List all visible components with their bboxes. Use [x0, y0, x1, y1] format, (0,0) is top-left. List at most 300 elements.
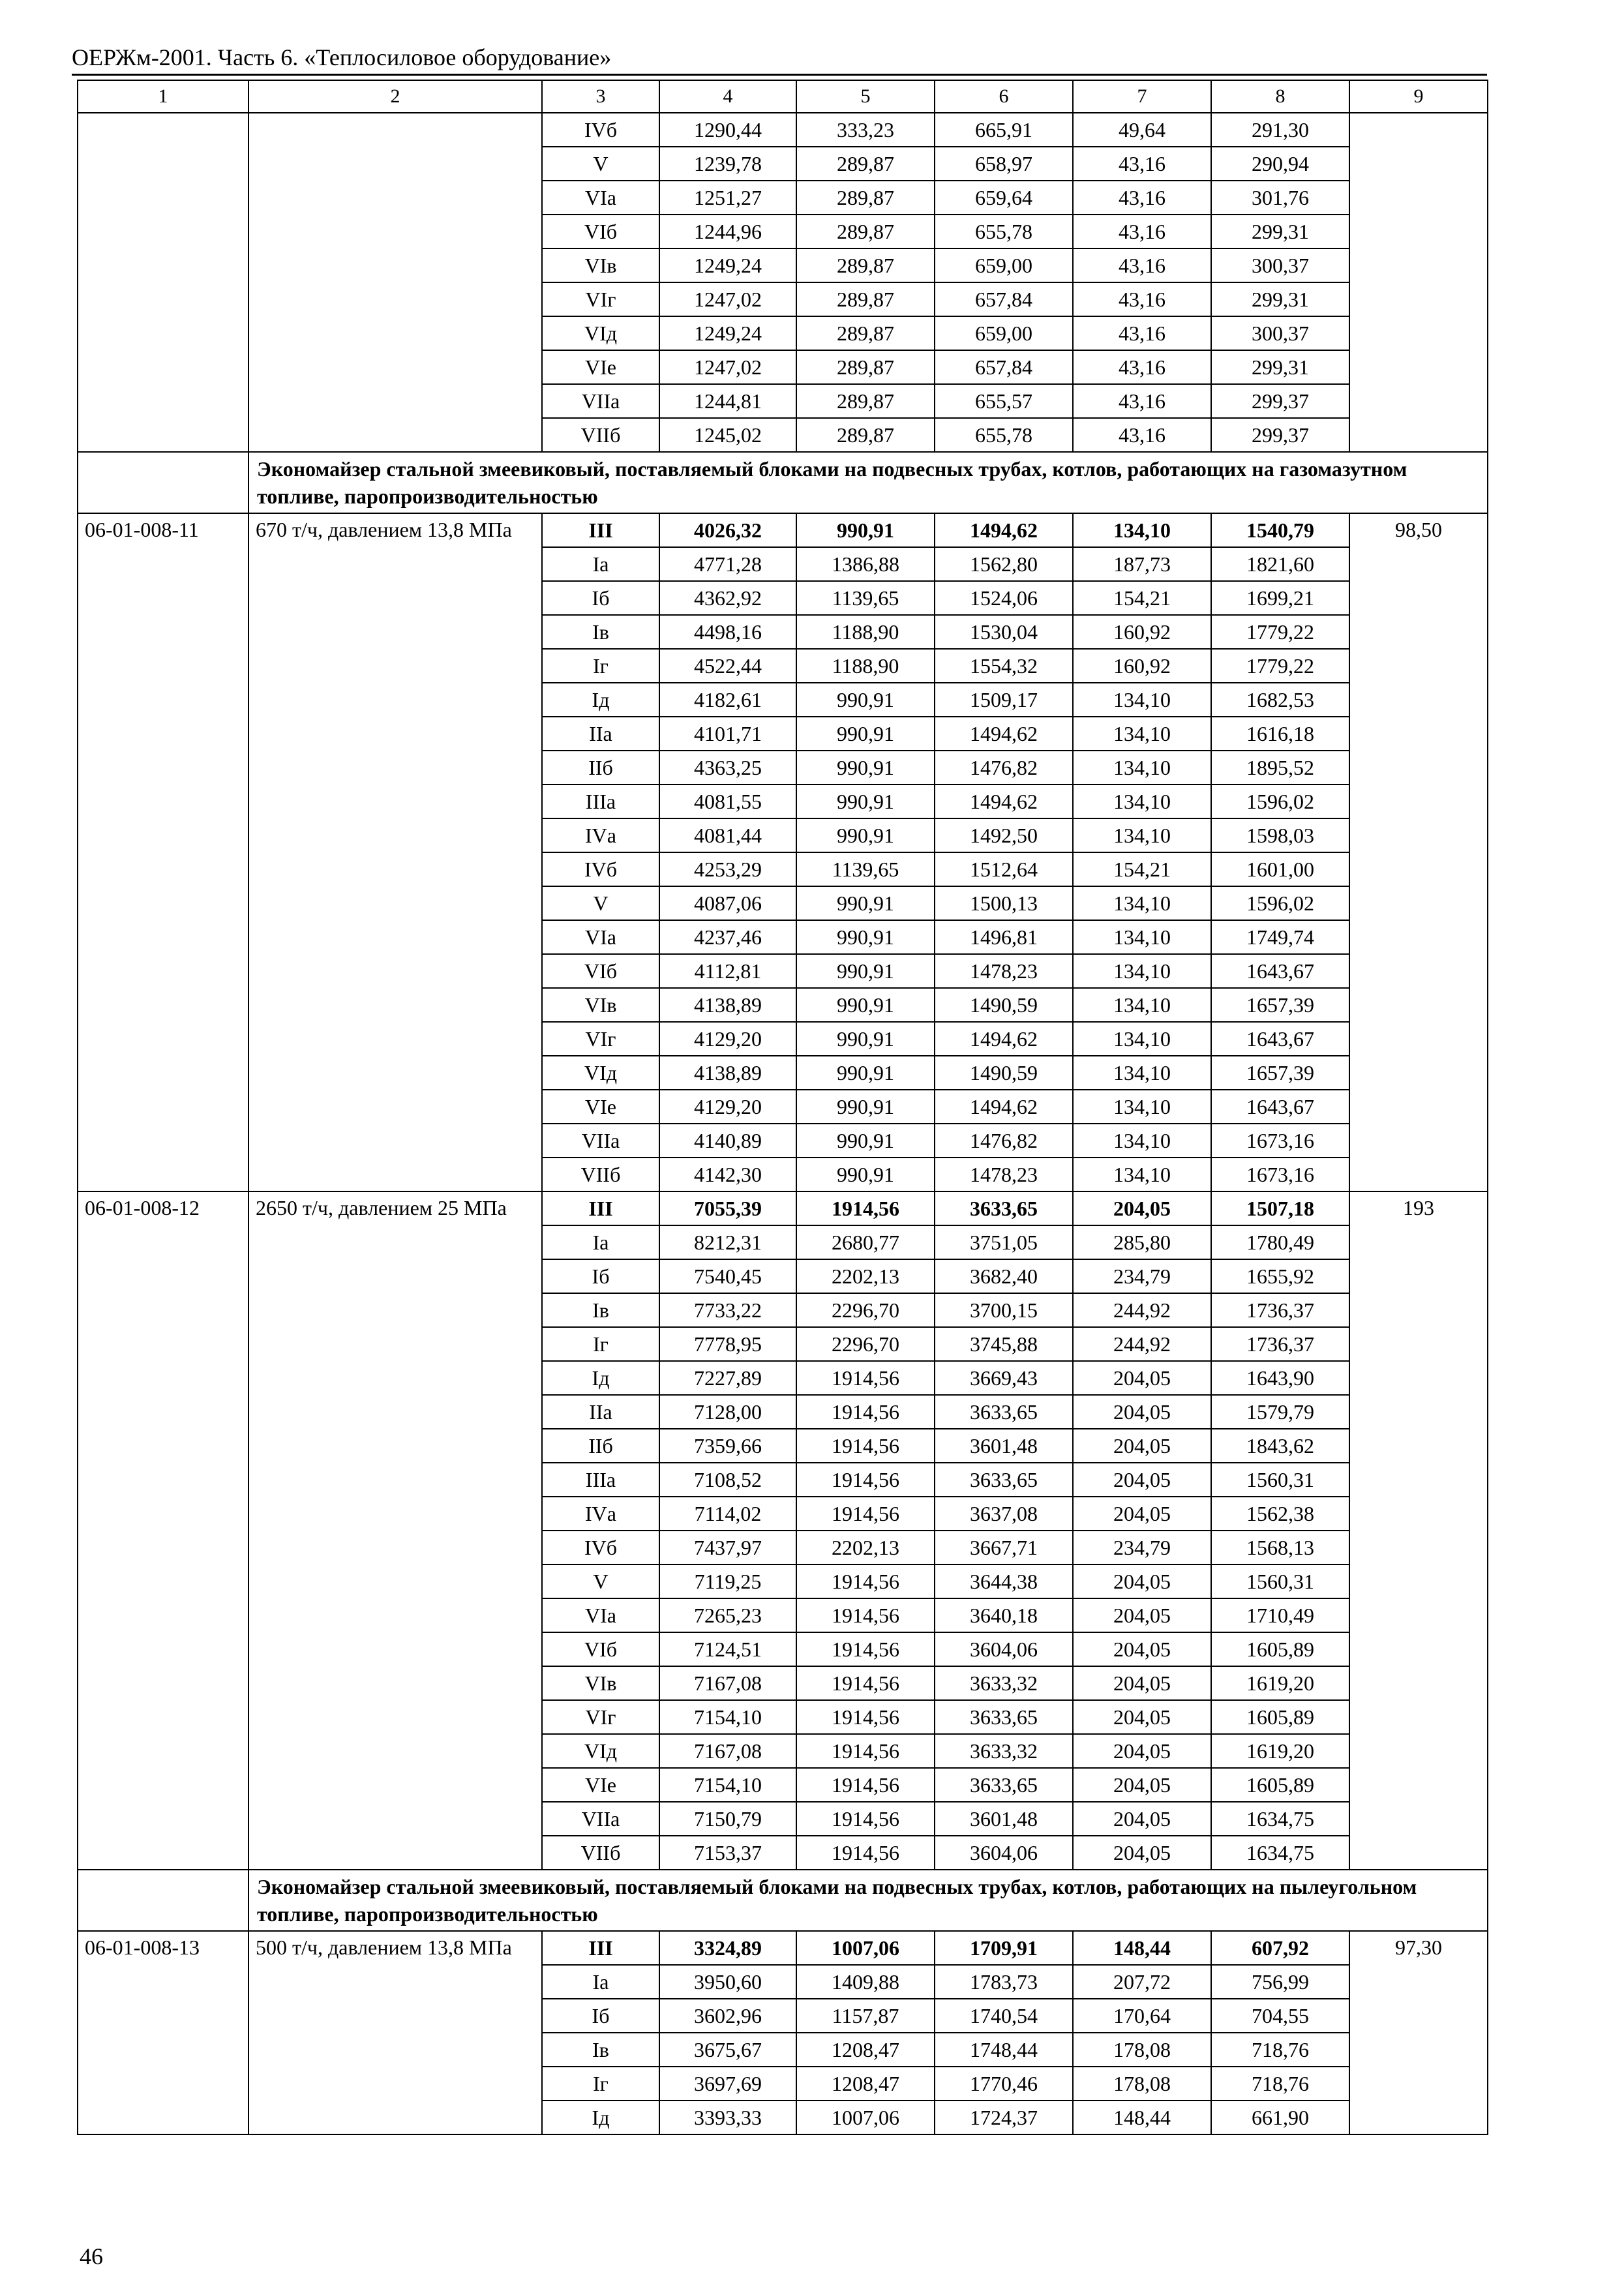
grade-cell: III — [542, 1931, 659, 1965]
value-cell: 659,00 — [935, 316, 1073, 350]
section-blank-cell — [78, 452, 248, 513]
value-cell: 1601,00 — [1211, 852, 1349, 886]
value-cell: 1568,13 — [1211, 1531, 1349, 1564]
column-9-value: 193 — [1349, 1191, 1488, 1870]
value-cell: 204,05 — [1073, 1191, 1211, 1225]
value-cell: 1643,67 — [1211, 954, 1349, 988]
value-cell: 160,92 — [1073, 615, 1211, 649]
grade-cell: V — [542, 886, 659, 920]
value-cell: 3697,69 — [659, 2067, 796, 2101]
value-cell: 234,79 — [1073, 1531, 1211, 1564]
grade-cell: VIв — [542, 248, 659, 282]
grade-cell: VIб — [542, 215, 659, 248]
value-cell: 4026,32 — [659, 513, 796, 547]
value-cell: 1157,87 — [796, 1999, 935, 2033]
value-cell: 1596,02 — [1211, 785, 1349, 818]
value-cell: 299,31 — [1211, 282, 1349, 316]
value-cell: 4142,30 — [659, 1158, 796, 1191]
value-cell: 1139,65 — [796, 581, 935, 615]
grade-cell: VIб — [542, 1632, 659, 1666]
grade-cell: Iг — [542, 649, 659, 683]
value-cell: 1007,06 — [796, 1931, 935, 1965]
value-cell: 234,79 — [1073, 1259, 1211, 1293]
value-cell: 204,05 — [1073, 1700, 1211, 1734]
value-cell: 657,84 — [935, 350, 1073, 384]
value-cell: 7540,45 — [659, 1259, 796, 1293]
grade-cell: Iа — [542, 1225, 659, 1259]
value-cell: 134,10 — [1073, 717, 1211, 751]
grade-cell: IIIа — [542, 785, 659, 818]
value-cell: 1562,38 — [1211, 1497, 1349, 1531]
value-cell: 204,05 — [1073, 1564, 1211, 1598]
grade-cell: Iб — [542, 581, 659, 615]
value-cell: 134,10 — [1073, 1022, 1211, 1056]
value-cell: 148,44 — [1073, 1931, 1211, 1965]
value-cell: 1496,81 — [935, 920, 1073, 954]
value-cell: 1634,75 — [1211, 1802, 1349, 1836]
value-cell: 1643,90 — [1211, 1361, 1349, 1395]
value-cell: 1490,59 — [935, 988, 1073, 1022]
value-cell: 3637,08 — [935, 1497, 1073, 1531]
value-cell: 1247,02 — [659, 282, 796, 316]
grade-cell: III — [542, 513, 659, 547]
grade-cell: VIа — [542, 181, 659, 215]
grade-cell: Iв — [542, 1293, 659, 1327]
value-cell: 2296,70 — [796, 1327, 935, 1361]
value-cell: 289,87 — [796, 282, 935, 316]
value-cell: 990,91 — [796, 818, 935, 852]
value-cell: 2680,77 — [796, 1225, 935, 1259]
value-cell: 1244,96 — [659, 215, 796, 248]
value-cell: 3675,67 — [659, 2033, 796, 2067]
value-cell: 43,16 — [1073, 215, 1211, 248]
value-cell: 4771,28 — [659, 547, 796, 581]
value-cell: 244,92 — [1073, 1327, 1211, 1361]
value-cell: 3604,06 — [935, 1836, 1073, 1870]
grade-cell: VIе — [542, 1768, 659, 1802]
value-cell: 4081,44 — [659, 818, 796, 852]
value-cell: 207,72 — [1073, 1965, 1211, 1999]
grade-cell: IVа — [542, 818, 659, 852]
value-cell: 1386,88 — [796, 547, 935, 581]
value-cell: 1244,81 — [659, 384, 796, 418]
value-cell: 7167,08 — [659, 1666, 796, 1700]
value-cell: 990,91 — [796, 1090, 935, 1124]
value-cell: 333,23 — [796, 113, 935, 147]
page-header-title: ОЕРЖм-2001. Часть 6. «Теплосиловое оборудование» — [72, 44, 612, 70]
value-cell: 289,87 — [796, 418, 935, 452]
value-cell: 1409,88 — [796, 1965, 935, 1999]
value-cell: 3604,06 — [935, 1632, 1073, 1666]
value-cell: 655,78 — [935, 418, 1073, 452]
rate-description: 500 т/ч, давлением 13,8 МПа — [248, 1931, 542, 2134]
value-cell: 134,10 — [1073, 683, 1211, 717]
value-cell: 154,21 — [1073, 852, 1211, 886]
value-cell: 134,10 — [1073, 785, 1211, 818]
column-number: 3 — [542, 80, 659, 113]
value-cell: 1490,59 — [935, 1056, 1073, 1090]
value-cell: 299,37 — [1211, 418, 1349, 452]
rates-table — [77, 80, 1488, 2135]
value-cell: 43,16 — [1073, 282, 1211, 316]
value-cell: 657,84 — [935, 282, 1073, 316]
rate-code: 06-01-008-13 — [78, 1931, 248, 2134]
value-cell: 289,87 — [796, 248, 935, 282]
column-number: 6 — [935, 80, 1073, 113]
value-cell: 1914,56 — [796, 1598, 935, 1632]
value-cell: 4101,71 — [659, 717, 796, 751]
value-cell: 3682,40 — [935, 1259, 1073, 1293]
value-cell: 990,91 — [796, 1158, 935, 1191]
value-cell: 1914,56 — [796, 1768, 935, 1802]
value-cell: 3324,89 — [659, 1931, 796, 1965]
value-cell: 148,44 — [1073, 2101, 1211, 2134]
table-row — [78, 513, 1488, 547]
value-cell: 4129,20 — [659, 1090, 796, 1124]
grade-cell: IVб — [542, 1531, 659, 1564]
value-cell: 3644,38 — [935, 1564, 1073, 1598]
value-cell: 1914,56 — [796, 1395, 935, 1429]
value-cell: 4138,89 — [659, 1056, 796, 1090]
grade-cell: Iд — [542, 683, 659, 717]
value-cell: 1736,37 — [1211, 1327, 1349, 1361]
value-cell: 8212,31 — [659, 1225, 796, 1259]
value-cell: 659,00 — [935, 248, 1073, 282]
grade-cell: VIг — [542, 282, 659, 316]
value-cell: 990,91 — [796, 988, 935, 1022]
value-cell: 4129,20 — [659, 1022, 796, 1056]
column-number: 8 — [1211, 80, 1349, 113]
value-cell: 661,90 — [1211, 2101, 1349, 2134]
value-cell: 1643,67 — [1211, 1022, 1349, 1056]
rate-description: 2650 т/ч, давлением 25 МПа — [248, 1191, 542, 1870]
grade-cell: VIв — [542, 1666, 659, 1700]
value-cell: 1914,56 — [796, 1564, 935, 1598]
value-cell: 1478,23 — [935, 954, 1073, 988]
value-cell: 1749,74 — [1211, 920, 1349, 954]
value-cell: 990,91 — [796, 920, 935, 954]
value-cell: 658,97 — [935, 147, 1073, 181]
value-cell: 1643,67 — [1211, 1090, 1349, 1124]
grade-cell: IVа — [542, 1497, 659, 1531]
value-cell: 289,87 — [796, 384, 935, 418]
value-cell: 1821,60 — [1211, 547, 1349, 581]
value-cell: 43,16 — [1073, 248, 1211, 282]
value-cell: 1914,56 — [796, 1700, 935, 1734]
value-cell: 990,91 — [796, 785, 935, 818]
value-cell: 1783,73 — [935, 1965, 1073, 1999]
value-cell: 990,91 — [796, 886, 935, 920]
value-cell: 134,10 — [1073, 988, 1211, 1022]
value-cell: 1843,62 — [1211, 1429, 1349, 1463]
value-cell: 1560,31 — [1211, 1564, 1349, 1598]
value-cell: 1562,80 — [935, 547, 1073, 581]
grade-cell: V — [542, 1564, 659, 1598]
value-cell: 1579,79 — [1211, 1395, 1349, 1429]
value-cell: 4498,16 — [659, 615, 796, 649]
value-cell: 3700,15 — [935, 1293, 1073, 1327]
value-cell: 154,21 — [1073, 581, 1211, 615]
value-cell: 1740,54 — [935, 1999, 1073, 2033]
value-cell: 1914,56 — [796, 1632, 935, 1666]
value-cell: 299,37 — [1211, 384, 1349, 418]
value-cell: 1673,16 — [1211, 1124, 1349, 1158]
value-cell: 1476,82 — [935, 751, 1073, 785]
value-cell: 659,64 — [935, 181, 1073, 215]
value-cell: 1682,53 — [1211, 683, 1349, 717]
value-cell: 7055,39 — [659, 1191, 796, 1225]
value-cell: 3601,48 — [935, 1802, 1073, 1836]
value-cell: 704,55 — [1211, 1999, 1349, 2033]
value-cell: 7153,37 — [659, 1836, 796, 1870]
value-cell: 1780,49 — [1211, 1225, 1349, 1259]
value-cell: 178,08 — [1073, 2067, 1211, 2101]
value-cell: 7150,79 — [659, 1802, 796, 1836]
grade-cell: Iа — [542, 1965, 659, 1999]
value-cell: 1554,32 — [935, 649, 1073, 683]
value-cell: 2202,13 — [796, 1259, 935, 1293]
value-cell: 990,91 — [796, 1022, 935, 1056]
grade-cell: Iг — [542, 2067, 659, 2101]
value-cell: 990,91 — [796, 1056, 935, 1090]
value-cell: 3393,33 — [659, 2101, 796, 2134]
grade-cell: Iд — [542, 1361, 659, 1395]
value-cell: 1494,62 — [935, 1022, 1073, 1056]
value-cell: 7167,08 — [659, 1734, 796, 1768]
value-cell: 291,30 — [1211, 113, 1349, 147]
value-cell: 7437,97 — [659, 1531, 796, 1564]
column-9-value: 97,30 — [1349, 1931, 1488, 2134]
grade-cell: VIIа — [542, 1124, 659, 1158]
value-cell: 756,99 — [1211, 1965, 1349, 1999]
grade-cell: VIв — [542, 988, 659, 1022]
section-blank-cell — [78, 1870, 248, 1931]
value-cell: 1188,90 — [796, 615, 935, 649]
column-9-value: 98,50 — [1349, 513, 1488, 1191]
value-cell: 7227,89 — [659, 1361, 796, 1395]
table-row — [78, 113, 1488, 147]
value-cell: 4182,61 — [659, 683, 796, 717]
value-cell: 204,05 — [1073, 1497, 1211, 1531]
value-cell: 134,10 — [1073, 818, 1211, 852]
value-cell: 4522,44 — [659, 649, 796, 683]
value-cell: 1476,82 — [935, 1124, 1073, 1158]
value-cell: 1914,56 — [796, 1497, 935, 1531]
value-cell: 204,05 — [1073, 1463, 1211, 1497]
table-row — [78, 1931, 1488, 1965]
value-cell: 1605,89 — [1211, 1632, 1349, 1666]
value-cell: 7733,22 — [659, 1293, 796, 1327]
value-cell: 204,05 — [1073, 1598, 1211, 1632]
value-cell: 204,05 — [1073, 1632, 1211, 1666]
value-cell: 4237,46 — [659, 920, 796, 954]
grade-cell: VIд — [542, 316, 659, 350]
value-cell: 7359,66 — [659, 1429, 796, 1463]
value-cell: 187,73 — [1073, 547, 1211, 581]
value-cell: 134,10 — [1073, 1124, 1211, 1158]
value-cell: 1605,89 — [1211, 1700, 1349, 1734]
value-cell: 289,87 — [796, 147, 935, 181]
section-heading-row — [78, 1870, 1488, 1931]
value-cell: 299,31 — [1211, 350, 1349, 384]
value-cell: 1007,06 — [796, 2101, 935, 2134]
value-cell: 204,05 — [1073, 1836, 1211, 1870]
value-cell: 1208,47 — [796, 2033, 935, 2067]
grade-cell: IIIа — [542, 1463, 659, 1497]
value-cell: 1500,13 — [935, 886, 1073, 920]
value-cell: 1724,37 — [935, 2101, 1073, 2134]
value-cell: 3950,60 — [659, 1965, 796, 1999]
grade-cell: VIIб — [542, 1158, 659, 1191]
value-cell: 244,92 — [1073, 1293, 1211, 1327]
grade-cell: VIе — [542, 1090, 659, 1124]
column-number: 1 — [78, 80, 248, 113]
value-cell: 204,05 — [1073, 1734, 1211, 1768]
value-cell: 134,10 — [1073, 920, 1211, 954]
value-cell: 1247,02 — [659, 350, 796, 384]
value-cell: 134,10 — [1073, 1090, 1211, 1124]
value-cell: 1478,23 — [935, 1158, 1073, 1191]
value-cell: 1560,31 — [1211, 1463, 1349, 1497]
value-cell: 160,92 — [1073, 649, 1211, 683]
grade-cell: Iв — [542, 615, 659, 649]
grade-cell: III — [542, 1191, 659, 1225]
value-cell: 718,76 — [1211, 2033, 1349, 2067]
value-cell: 1598,03 — [1211, 818, 1349, 852]
value-cell: 4363,25 — [659, 751, 796, 785]
grade-cell: V — [542, 147, 659, 181]
grade-cell: Iб — [542, 1999, 659, 2033]
value-cell: 1530,04 — [935, 615, 1073, 649]
value-cell: 301,76 — [1211, 181, 1349, 215]
grade-cell: VIа — [542, 920, 659, 954]
grade-cell: VIа — [542, 1598, 659, 1632]
grade-cell: IVб — [542, 852, 659, 886]
value-cell: 1245,02 — [659, 418, 796, 452]
value-cell: 204,05 — [1073, 1802, 1211, 1836]
value-cell: 43,16 — [1073, 181, 1211, 215]
value-cell: 134,10 — [1073, 1158, 1211, 1191]
value-cell: 134,10 — [1073, 954, 1211, 988]
header-divider — [72, 74, 1487, 76]
value-cell: 1605,89 — [1211, 1768, 1349, 1802]
value-cell: 990,91 — [796, 683, 935, 717]
value-cell: 1524,06 — [935, 581, 1073, 615]
grade-cell: VIг — [542, 1700, 659, 1734]
value-cell: 204,05 — [1073, 1361, 1211, 1395]
value-cell: 289,87 — [796, 350, 935, 384]
value-cell: 665,91 — [935, 113, 1073, 147]
grade-cell: Iв — [542, 2033, 659, 2067]
value-cell: 1779,22 — [1211, 615, 1349, 649]
value-cell: 285,80 — [1073, 1225, 1211, 1259]
grade-cell: VIб — [542, 954, 659, 988]
value-cell: 1540,79 — [1211, 513, 1349, 547]
value-cell: 990,91 — [796, 717, 935, 751]
value-cell: 299,31 — [1211, 215, 1349, 248]
value-cell: 1895,52 — [1211, 751, 1349, 785]
value-cell: 1494,62 — [935, 717, 1073, 751]
value-cell: 4138,89 — [659, 988, 796, 1022]
value-cell: 3669,43 — [935, 1361, 1073, 1395]
value-cell: 4140,89 — [659, 1124, 796, 1158]
column-number-row — [78, 80, 1488, 113]
value-cell: 3745,88 — [935, 1327, 1073, 1361]
value-cell: 1655,92 — [1211, 1259, 1349, 1293]
column-number: 4 — [659, 80, 796, 113]
value-cell: 1619,20 — [1211, 1734, 1349, 1768]
value-cell: 3633,65 — [935, 1191, 1073, 1225]
value-cell: 1290,44 — [659, 113, 796, 147]
value-cell: 134,10 — [1073, 513, 1211, 547]
value-cell: 1770,46 — [935, 2067, 1073, 2101]
value-cell: 655,57 — [935, 384, 1073, 418]
value-cell: 4081,55 — [659, 785, 796, 818]
rate-code — [78, 113, 248, 452]
grade-cell: VIе — [542, 350, 659, 384]
value-cell: 2202,13 — [796, 1531, 935, 1564]
grade-cell: VIд — [542, 1056, 659, 1090]
value-cell: 1239,78 — [659, 147, 796, 181]
value-cell: 204,05 — [1073, 1666, 1211, 1700]
value-cell: 1914,56 — [796, 1666, 935, 1700]
value-cell: 7114,02 — [659, 1497, 796, 1531]
value-cell: 204,05 — [1073, 1395, 1211, 1429]
value-cell: 1914,56 — [796, 1734, 935, 1768]
value-cell: 2296,70 — [796, 1293, 935, 1327]
value-cell: 43,16 — [1073, 384, 1211, 418]
grade-cell: Iб — [542, 1259, 659, 1293]
value-cell: 1914,56 — [796, 1429, 935, 1463]
value-cell: 1249,24 — [659, 316, 796, 350]
value-cell: 1634,75 — [1211, 1836, 1349, 1870]
value-cell: 1188,90 — [796, 649, 935, 683]
value-cell: 1914,56 — [796, 1836, 935, 1870]
page-number: 46 — [80, 2243, 103, 2269]
grade-cell: VIд — [542, 1734, 659, 1768]
grade-cell: VIг — [542, 1022, 659, 1056]
grade-cell: VIIа — [542, 1802, 659, 1836]
rate-description — [248, 113, 542, 452]
value-cell: 43,16 — [1073, 418, 1211, 452]
value-cell: 607,92 — [1211, 1931, 1349, 1965]
value-cell: 290,94 — [1211, 147, 1349, 181]
value-cell: 134,10 — [1073, 886, 1211, 920]
value-cell: 1139,65 — [796, 852, 935, 886]
value-cell: 3601,48 — [935, 1429, 1073, 1463]
value-cell: 289,87 — [796, 316, 935, 350]
value-cell: 7778,95 — [659, 1327, 796, 1361]
grade-cell: Iг — [542, 1327, 659, 1361]
value-cell: 289,87 — [796, 215, 935, 248]
value-cell: 49,64 — [1073, 113, 1211, 147]
grade-cell: IVб — [542, 113, 659, 147]
value-cell: 3667,71 — [935, 1531, 1073, 1564]
value-cell: 1914,56 — [796, 1191, 935, 1225]
grade-cell: Iа — [542, 547, 659, 581]
rate-code: 06-01-008-12 — [78, 1191, 248, 1870]
rate-description: 670 т/ч, давлением 13,8 МПа — [248, 513, 542, 1191]
value-cell: 1748,44 — [935, 2033, 1073, 2067]
value-cell: 7124,51 — [659, 1632, 796, 1666]
value-cell: 3751,05 — [935, 1225, 1073, 1259]
section-heading: Экономайзер стальной змеевиковый, поставляемый блоками на подвесных трубах, котлов, работающих на пылеугольном топливе, паропроизводительностью — [248, 1870, 1488, 1931]
grade-cell: VIIа — [542, 384, 659, 418]
value-cell: 990,91 — [796, 751, 935, 785]
grade-cell: IIа — [542, 1395, 659, 1429]
column-number: 7 — [1073, 80, 1211, 113]
value-cell: 178,08 — [1073, 2033, 1211, 2067]
